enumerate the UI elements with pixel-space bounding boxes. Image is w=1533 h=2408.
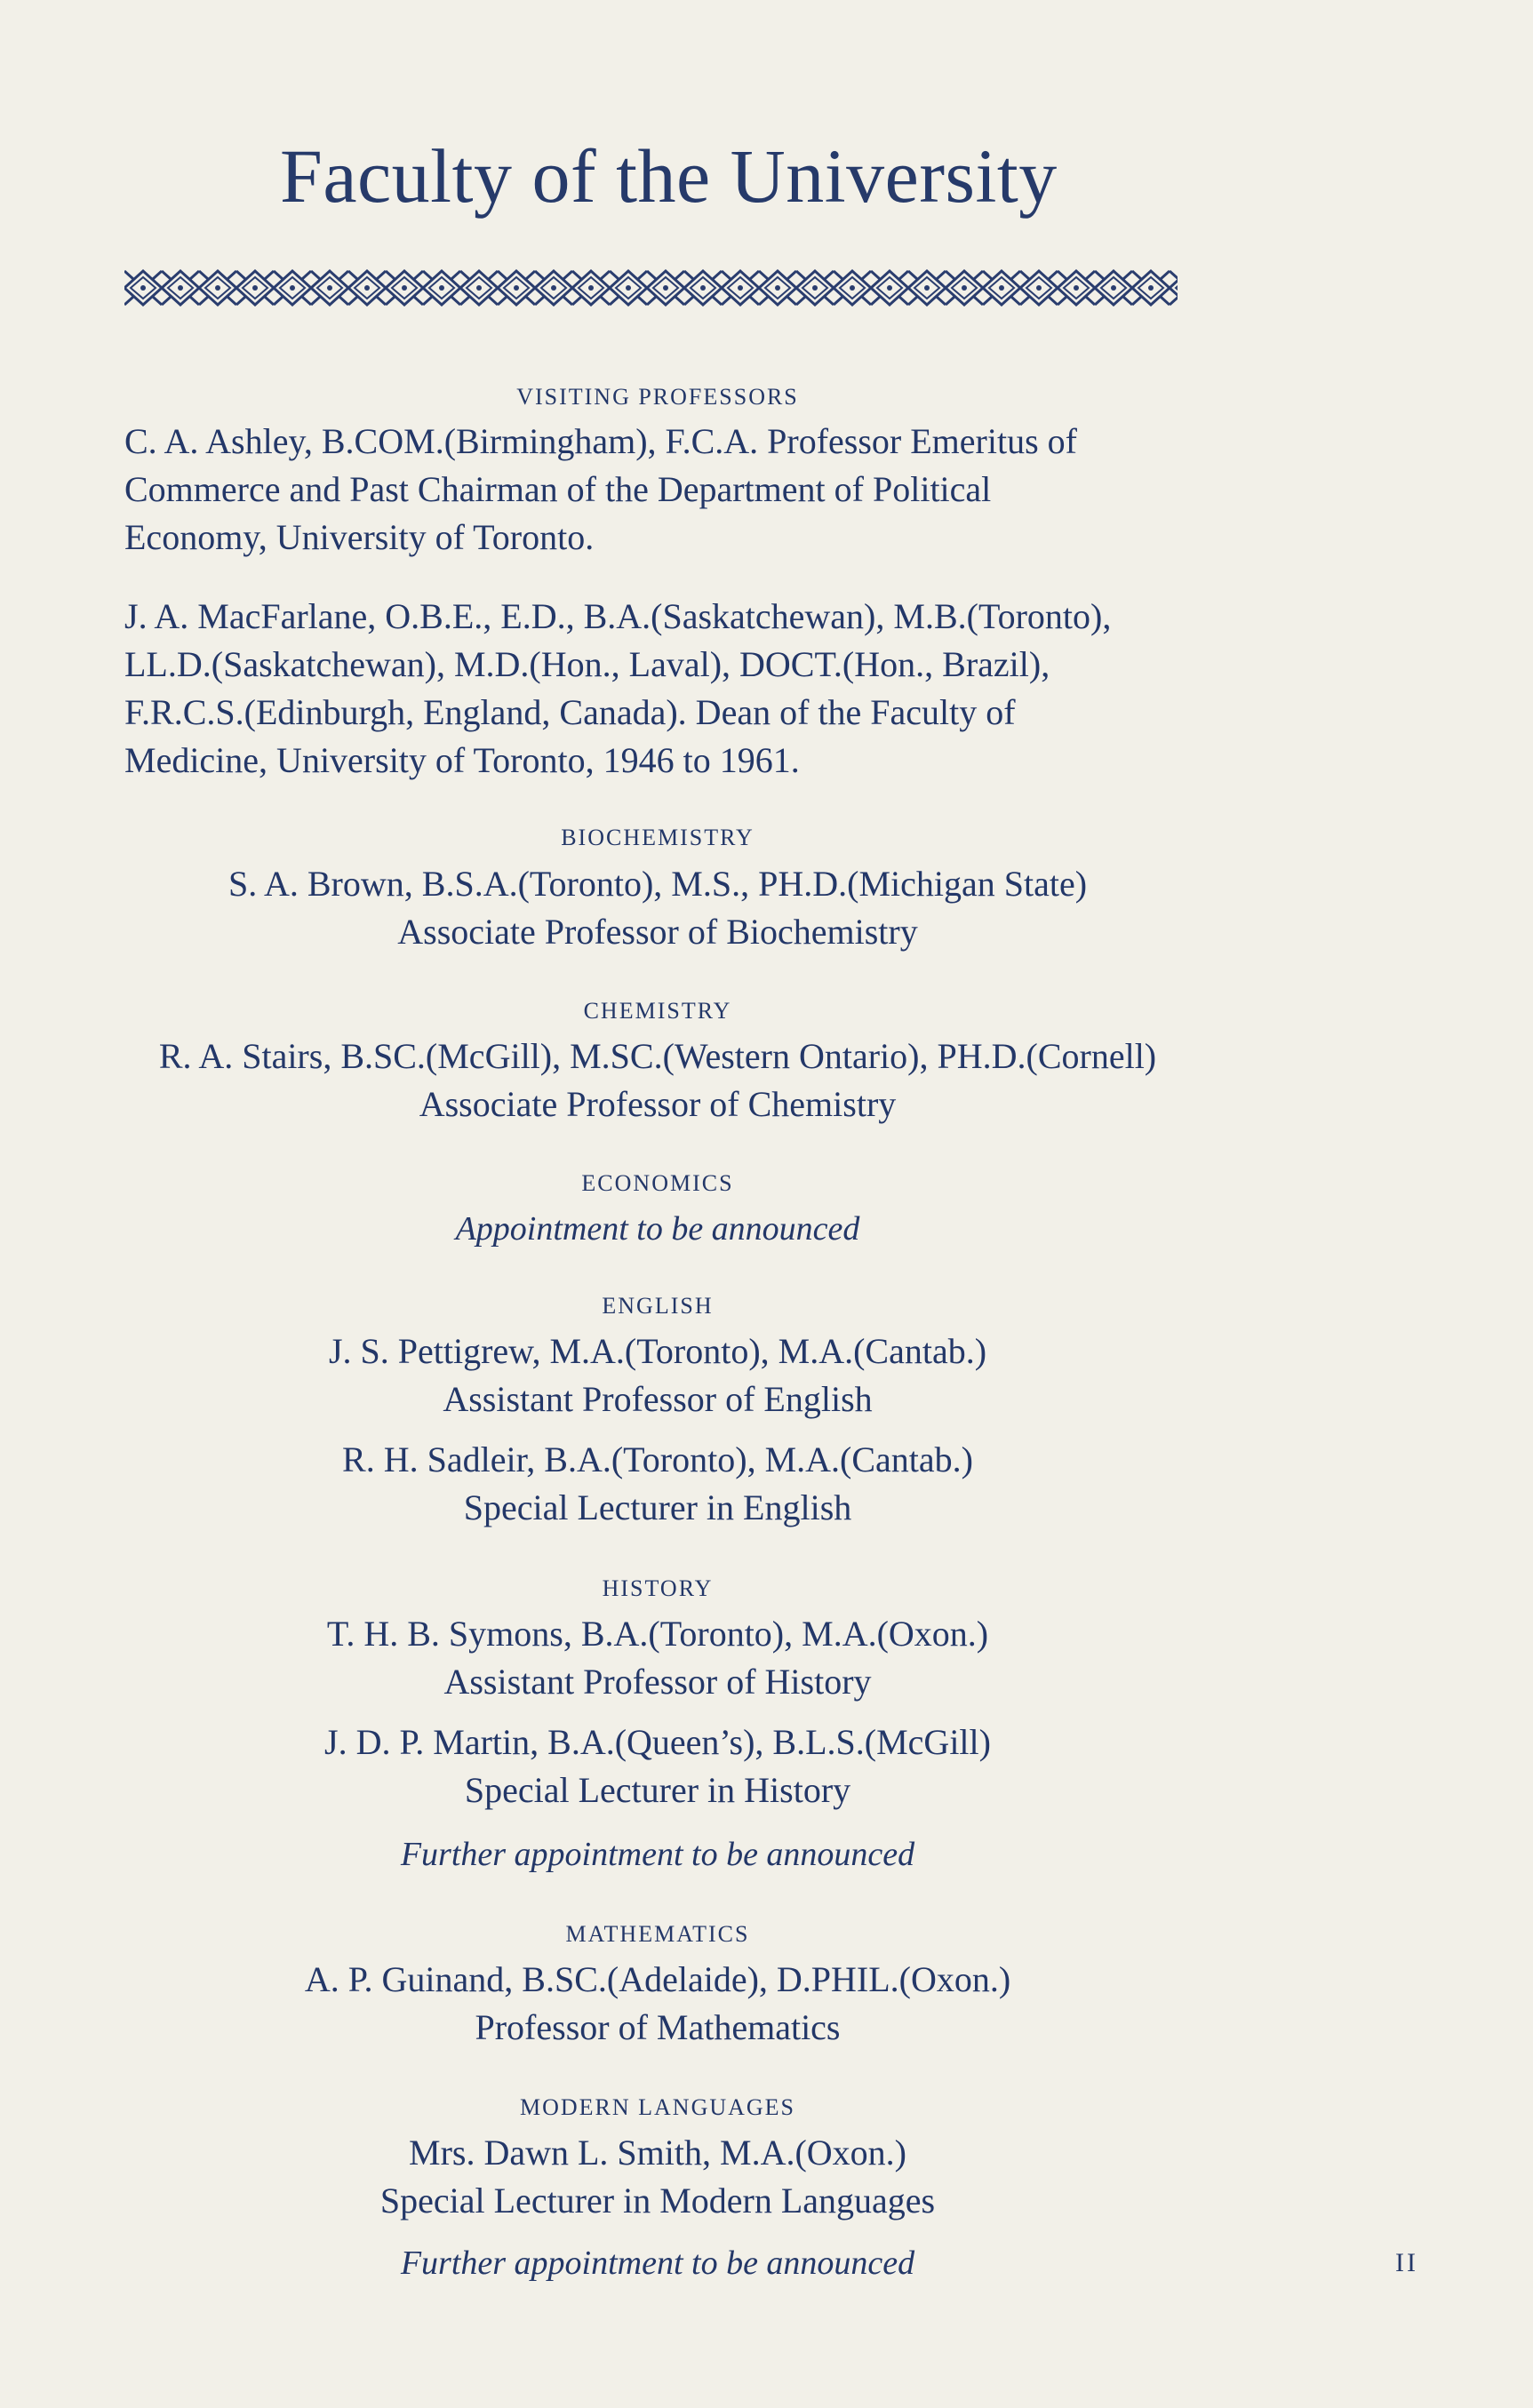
faculty-title: Associate Professor of Biochemistry bbox=[397, 912, 918, 952]
section-heading: MATHEMATICS bbox=[565, 1921, 750, 1947]
history-entry-1 bbox=[124, 1610, 1191, 1706]
text-line: J. A. MacFarlane, O.B.E., E.D., B.A.(Saskatchewan), M.B.(Toronto), bbox=[124, 596, 1112, 636]
chemistry-entry bbox=[124, 1033, 1191, 1128]
appointment-note: Further appointment to be announced bbox=[400, 1836, 915, 1873]
faculty-title: Associate Professor of Chemistry bbox=[419, 1084, 897, 1124]
section-heading: CHEMISTRY bbox=[583, 998, 732, 1024]
economics-entry bbox=[124, 1205, 1191, 1253]
section-biochemistry bbox=[124, 825, 1191, 851]
section-chemistry bbox=[124, 998, 1191, 1025]
decorative-border-ornament bbox=[124, 269, 1178, 307]
section-modern-languages bbox=[124, 2094, 1191, 2121]
faculty-title: Special Lecturer in English bbox=[463, 1487, 852, 1527]
page-number: II bbox=[1395, 2248, 1418, 2277]
section-history bbox=[124, 1575, 1191, 1602]
faculty-title: Assistant Professor of English bbox=[443, 1379, 873, 1419]
faculty-name: S. A. Brown, B.S.A.(Toronto), M.S., PH.D.(Michigan State) bbox=[228, 864, 1088, 904]
faculty-name: Mrs. Dawn L. Smith, M.A.(Oxon.) bbox=[409, 2133, 906, 2173]
section-heading: MODERN LANGUAGES bbox=[519, 2094, 796, 2120]
faculty-name: A. P. Guinand, B.SC.(Adelaide), D.PHIL.(Oxon.) bbox=[304, 1959, 1011, 1999]
visiting-paragraph-1 bbox=[124, 418, 1191, 562]
text-line: C. A. Ashley, B.COM.(Birmingham), F.C.A. Professor Emeritus of bbox=[124, 421, 1077, 461]
section-heading: ENGLISH bbox=[602, 1293, 714, 1319]
text-line: Medicine, University of Toronto, 1946 to 1961. bbox=[124, 740, 800, 780]
section-heading: ECONOMICS bbox=[581, 1170, 734, 1196]
section-english bbox=[124, 1293, 1191, 1320]
mathematics-entry bbox=[124, 1956, 1191, 2052]
faculty-name: R. H. Sadleir, B.A.(Toronto), M.A.(Cantab.) bbox=[342, 1439, 973, 1479]
faculty-title: Professor of Mathematics bbox=[475, 2007, 841, 2047]
text-line: F.R.C.S.(Edinburgh, England, Canada). Dean of the Faculty of bbox=[124, 692, 1016, 732]
english-entry-2 bbox=[124, 1436, 1191, 1532]
section-heading: HISTORY bbox=[602, 1575, 714, 1601]
modern-languages-note bbox=[124, 2239, 1191, 2287]
faculty-name: J. S. Pettigrew, M.A.(Toronto), M.A.(Cantab.) bbox=[328, 1331, 987, 1371]
appointment-note: Further appointment to be announced bbox=[400, 2245, 915, 2282]
faculty-title: Special Lecturer in History bbox=[464, 1770, 851, 1810]
history-note bbox=[124, 1830, 1191, 1878]
text-line: Commerce and Past Chairman of the Department of Political bbox=[124, 469, 992, 509]
page-title: Faculty of the University bbox=[280, 133, 1058, 219]
faculty-title: Special Lecturer in Modern Languages bbox=[379, 2181, 936, 2221]
section-economics bbox=[124, 1170, 1191, 1197]
section-mathematics bbox=[124, 1921, 1191, 1948]
appointment-note: Appointment to be announced bbox=[455, 1210, 860, 1248]
history-entry-2 bbox=[124, 1718, 1191, 1814]
modern-languages-entry bbox=[124, 2129, 1191, 2225]
section-heading: VISITING PROFESSORS bbox=[516, 384, 799, 410]
faculty-name: T. H. B. Symons, B.A.(Toronto), M.A.(Oxon.) bbox=[326, 1614, 989, 1654]
faculty-name: J. D. P. Martin, B.A.(Queen’s), B.L.S.(McGill) bbox=[324, 1722, 991, 1762]
section-heading: BIOCHEMISTRY bbox=[561, 825, 755, 850]
biochemistry-entry bbox=[124, 860, 1191, 956]
english-entry-1 bbox=[124, 1328, 1191, 1423]
section-visiting-professors bbox=[124, 384, 1191, 411]
faculty-name: R. A. Stairs, B.SC.(McGill), M.SC.(Western Ontario), PH.D.(Cornell) bbox=[158, 1036, 1157, 1076]
visiting-paragraph-2 bbox=[124, 593, 1191, 785]
text-line: LL.D.(Saskatchewan), M.D.(Hon., Laval), DOCT.(Hon., Brazil), bbox=[124, 644, 1050, 684]
text-line: Economy, University of Toronto. bbox=[124, 517, 595, 557]
faculty-title: Assistant Professor of History bbox=[443, 1662, 872, 1702]
